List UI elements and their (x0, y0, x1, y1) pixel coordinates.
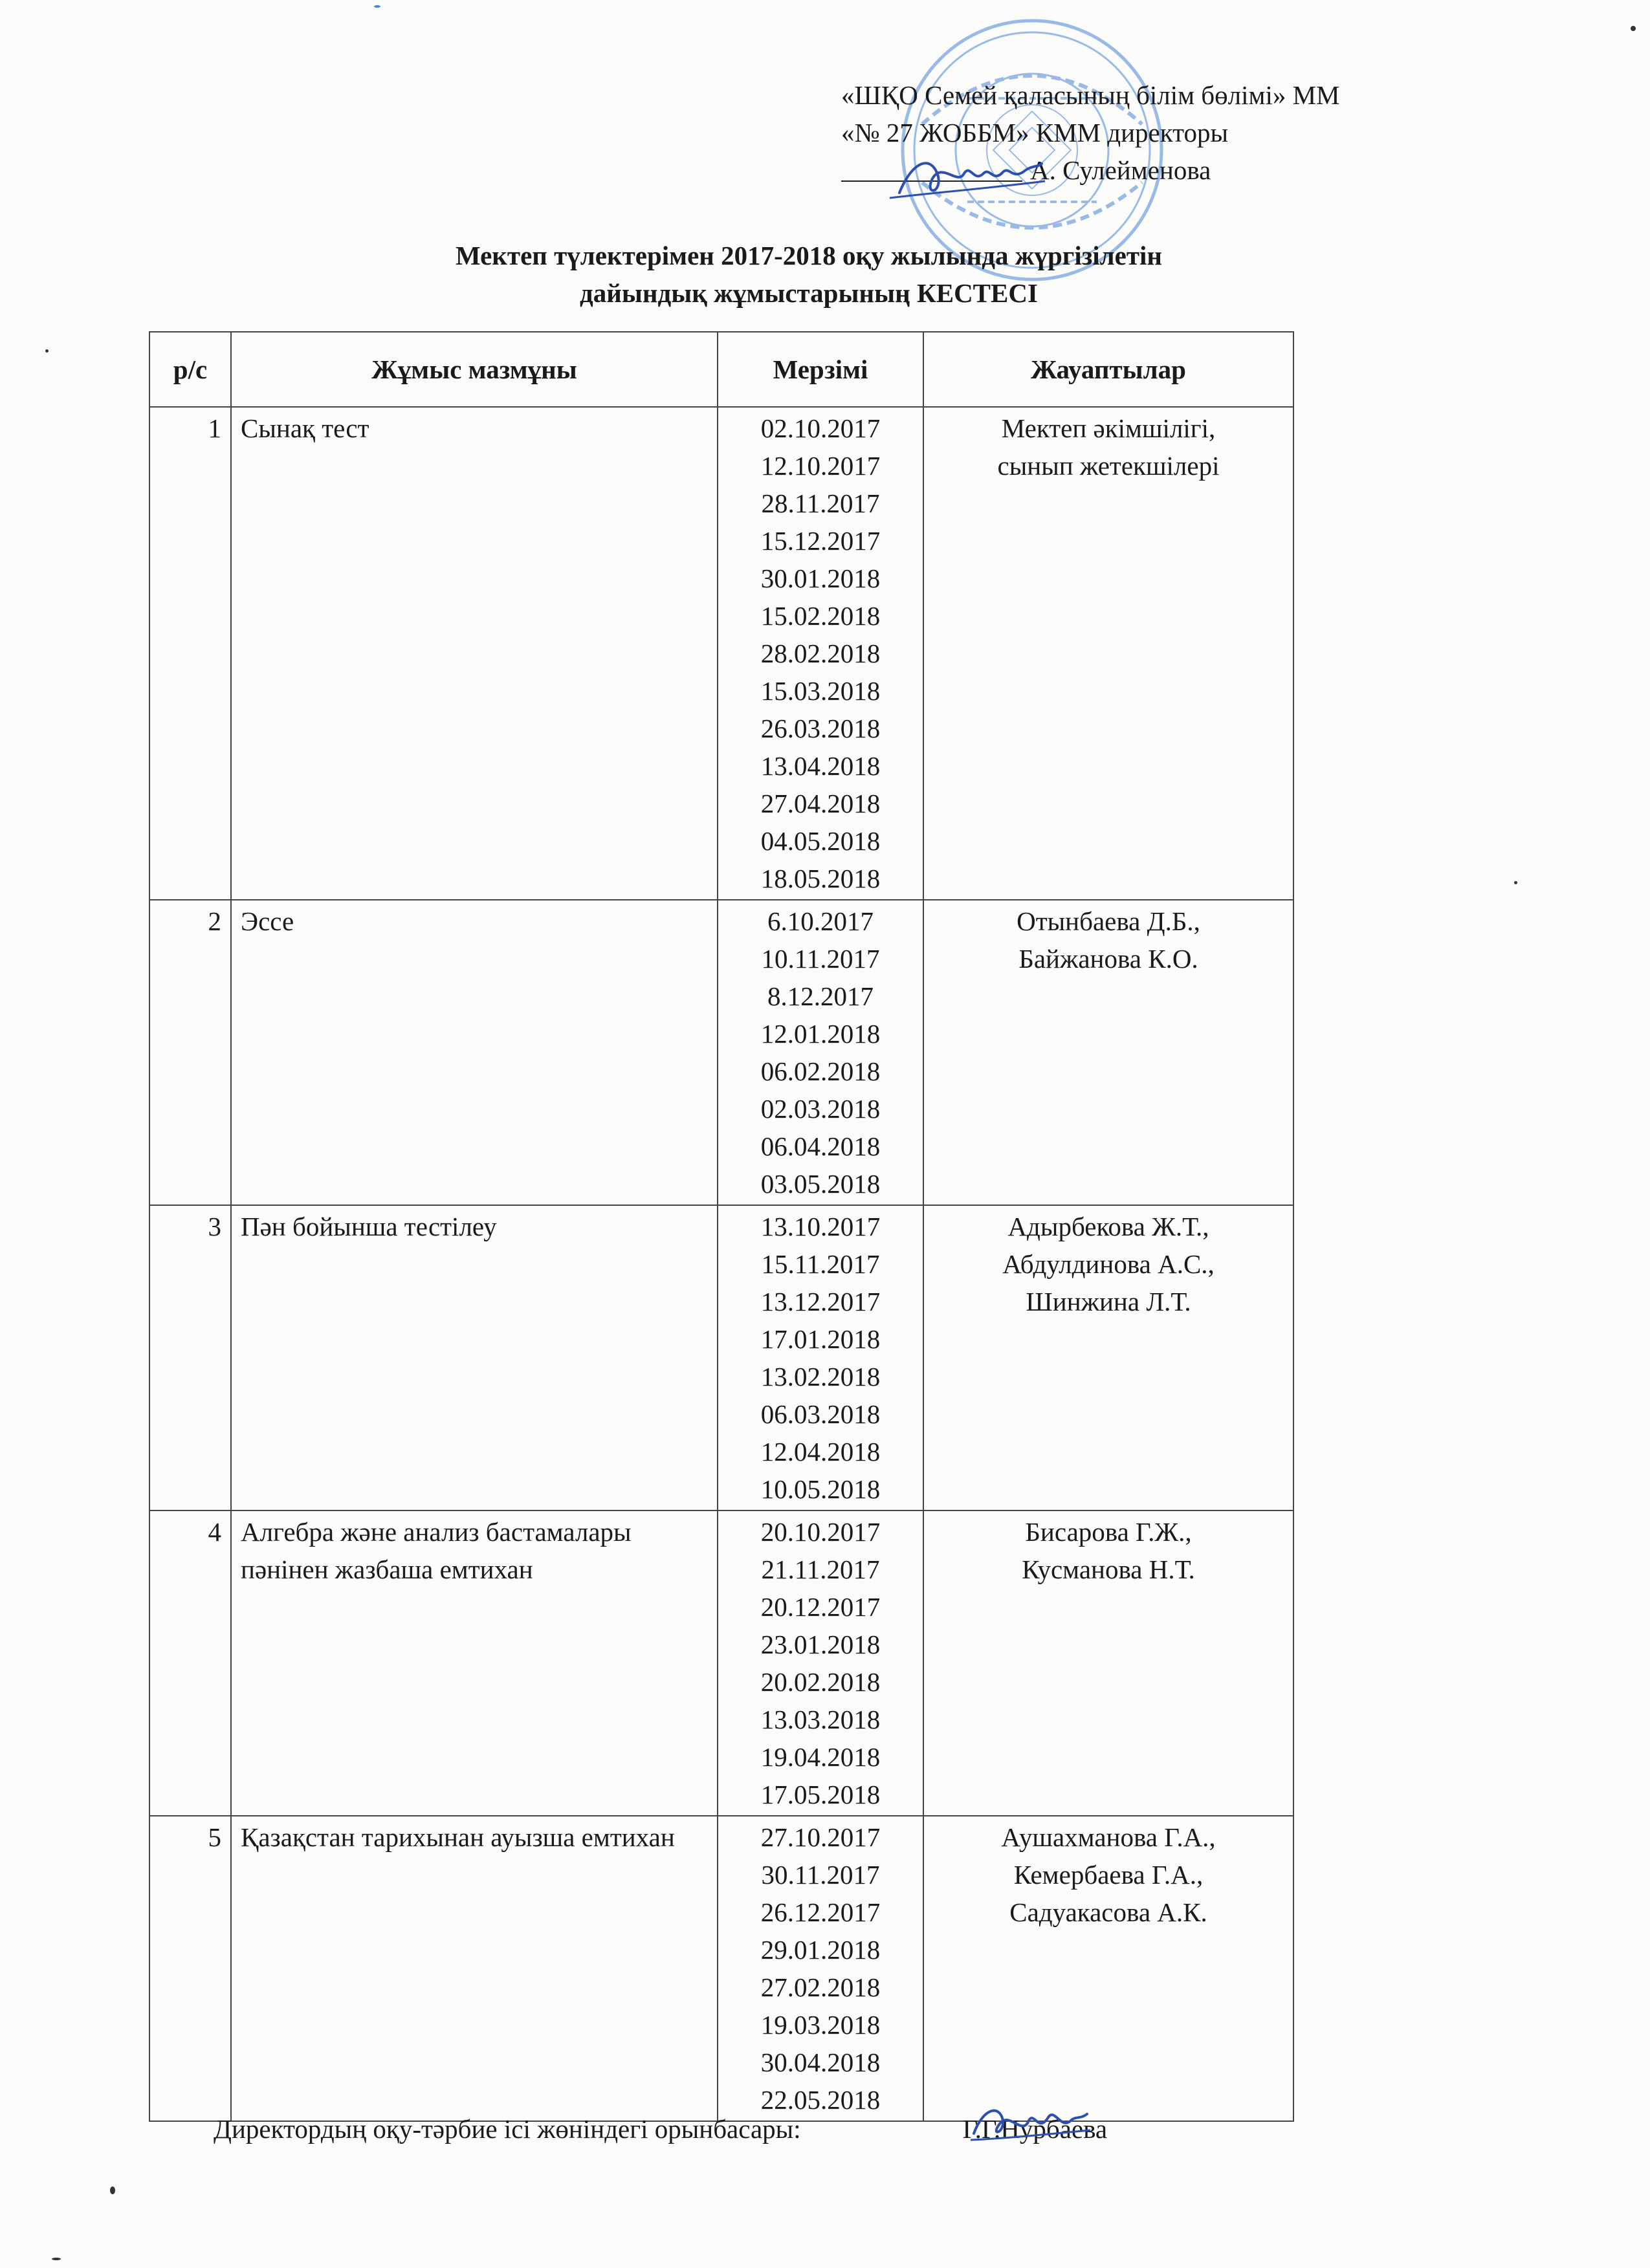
row-content: Эссе (231, 900, 718, 1205)
row-responsible (923, 900, 1293, 1205)
date-entry: 06.02.2018 (760, 1056, 881, 1086)
date-entry: 02.03.2018 (760, 1094, 881, 1124)
date-entry: 27.04.2018 (760, 789, 881, 818)
date-entry: 13.10.2017 (760, 1212, 881, 1241)
responsible-person: Байжанова К.О. (1018, 944, 1198, 974)
date-entry: 12.01.2018 (760, 1019, 881, 1049)
date-entry: 04.05.2018 (760, 826, 881, 856)
row-dates (718, 407, 923, 900)
row-number: 5 (149, 1816, 231, 2121)
date-entry: 12.04.2018 (760, 1437, 881, 1467)
responsible-person: Кемербаева Г.А., (1013, 1860, 1204, 1890)
table-row (149, 407, 1293, 900)
responsible-person: Мектеп әкімшілігі, (1001, 413, 1216, 443)
row-responsible (923, 1510, 1293, 1816)
date-entry: 13.04.2018 (760, 751, 881, 781)
date-entry: 30.01.2018 (760, 563, 881, 593)
responsible-person: Аушахманова Г.А., (1001, 1822, 1216, 1852)
responsible-person: Адырбекова Ж.Т., (1007, 1212, 1209, 1241)
approval-org-line: «ШҚО Семей қаласының білім бөлімі» ММ (841, 80, 1340, 110)
header-number: р/с (149, 332, 231, 407)
director-signature (886, 147, 1048, 206)
date-entry: 20.02.2018 (760, 1667, 881, 1697)
director-name: А. Сулейменова (1030, 155, 1211, 185)
date-entry: 18.05.2018 (760, 864, 881, 893)
date-entry: 30.04.2018 (760, 2047, 881, 2077)
date-entry: 28.11.2017 (761, 488, 880, 518)
title-line-1: Мектеп түлектерімен 2017-2018 оқу жылында жүргізілетін (455, 241, 1163, 270)
date-entry: 21.11.2017 (761, 1554, 880, 1584)
row-content: Пән бойынша тестілеу (231, 1205, 718, 1510)
scan-speck (45, 349, 49, 353)
row-number: 4 (149, 1510, 231, 1816)
date-entry: 15.03.2018 (760, 676, 881, 706)
row-dates (718, 900, 923, 1205)
header-dates: Мерзімі (718, 332, 923, 407)
date-entry: 17.05.2018 (760, 1780, 881, 1809)
header-responsible: Жауаптылар (923, 332, 1293, 407)
date-entry: 20.10.2017 (760, 1517, 881, 1547)
date-entry: 6.10.2017 (767, 906, 874, 936)
date-entry: 15.11.2017 (761, 1249, 880, 1279)
responsible-person: сынып жетекшілері (997, 451, 1220, 481)
responsible-person: Садуакасова А.К. (1009, 1897, 1207, 1927)
row-dates (718, 1510, 923, 1816)
date-entry: 06.03.2018 (760, 1399, 881, 1429)
date-entry: 17.01.2018 (760, 1324, 881, 1354)
table-header-row (149, 332, 1293, 407)
date-entry: 10.05.2018 (760, 1474, 881, 1504)
date-entry: 23.01.2018 (760, 1630, 881, 1659)
date-entry: 27.02.2018 (760, 1972, 881, 2002)
date-entry: 28.02.2018 (760, 638, 881, 668)
row-number: 2 (149, 900, 231, 1205)
date-entry: 03.05.2018 (760, 1169, 881, 1199)
row-number: 3 (149, 1205, 231, 1510)
date-entry: 15.12.2017 (760, 526, 881, 556)
table-body (149, 407, 1293, 2121)
date-entry: 13.02.2018 (760, 1362, 881, 1391)
date-entry: 13.12.2017 (760, 1287, 881, 1316)
date-entry: 06.04.2018 (760, 1131, 881, 1161)
date-entry: 27.10.2017 (760, 1822, 881, 1852)
date-entry: 26.12.2017 (760, 1897, 881, 1927)
row-content: Сынақ тест (231, 407, 718, 900)
date-entry: 30.11.2017 (761, 1860, 880, 1890)
table-row (149, 1205, 1293, 1510)
row-responsible (923, 1816, 1293, 2121)
approval-position-line: «№ 27 ЖОББМ» КММ директоры (841, 118, 1229, 147)
table-row (149, 900, 1293, 1205)
header-content: Жұмыс мазмұны (231, 332, 718, 407)
row-number: 1 (149, 407, 231, 900)
date-entry: 19.04.2018 (760, 1742, 881, 1772)
deputy-position: Директордың оқу-тәрбие ісі жөніндегі орынбасары: (214, 2114, 801, 2144)
date-entry: 02.10.2017 (760, 413, 881, 443)
date-entry: 12.10.2017 (760, 451, 881, 481)
row-content: Қазақстан тарихынан ауызша емтихан (231, 1816, 718, 2121)
row-dates (718, 1205, 923, 1510)
date-entry: 29.01.2018 (760, 1935, 881, 1965)
scan-speck (52, 2258, 61, 2260)
date-entry: 15.02.2018 (760, 601, 881, 631)
deputy-name: Г.Г.Нурбаева (962, 2114, 1108, 2144)
row-content: Алгебра және анализ бастамалары пәнінен жазбаша емтихан (231, 1510, 718, 1816)
responsible-person: Шинжина Л.Т. (1026, 1287, 1191, 1316)
date-entry: 10.11.2017 (761, 944, 880, 974)
row-responsible (923, 407, 1293, 900)
scan-speck (374, 5, 380, 8)
responsible-person: Абдулдинова А.С., (1002, 1249, 1215, 1279)
date-entry: 26.03.2018 (760, 714, 881, 743)
schedule-table (149, 331, 1294, 2122)
responsible-person: Отынбаева Д.Б., (1017, 906, 1200, 936)
date-entry: 8.12.2017 (767, 981, 874, 1011)
scan-speck (1631, 26, 1636, 31)
document-title (194, 237, 1424, 312)
date-entry: 20.12.2017 (760, 1592, 881, 1622)
date-entry: 22.05.2018 (760, 2085, 881, 2115)
date-entry: 19.03.2018 (760, 2010, 881, 2040)
responsible-person: Бисарова Г.Ж., (1025, 1517, 1192, 1547)
table-row (149, 1510, 1293, 1816)
deputy-signature (964, 2095, 1094, 2153)
scan-speck (1514, 881, 1517, 884)
title-line-2: дайындық жұмыстарының КЕСТЕСІ (580, 278, 1038, 308)
scan-speck (110, 2186, 115, 2194)
responsible-person: Кусманова Н.Т. (1022, 1554, 1195, 1584)
row-responsible (923, 1205, 1293, 1510)
table-row (149, 1816, 1293, 2121)
date-entry: 13.03.2018 (760, 1705, 881, 1734)
row-dates (718, 1816, 923, 2121)
